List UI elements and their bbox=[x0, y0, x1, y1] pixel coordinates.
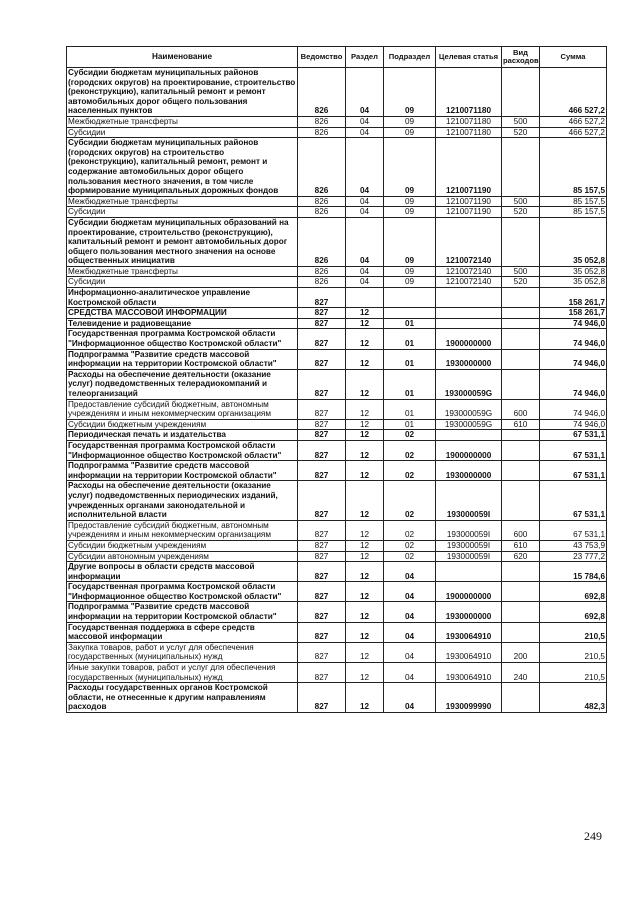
cell-celevaya-statya: 193000059G bbox=[436, 369, 502, 399]
cell-summa: 85 157,5 bbox=[540, 138, 607, 197]
cell-celevaya-statya: 1930064910 bbox=[436, 642, 502, 662]
cell-podrazdel: 04 bbox=[384, 663, 436, 683]
cell-vedomstvo: 827 bbox=[298, 582, 346, 602]
cell-vedomstvo: 827 bbox=[298, 520, 346, 540]
cell-summa: 74 946,0 bbox=[540, 419, 607, 430]
cell-podrazdel: 09 bbox=[384, 207, 436, 218]
table-row bbox=[67, 551, 607, 562]
cell-celevaya-statya: 1210071190 bbox=[436, 207, 502, 218]
cell-vedomstvo: 826 bbox=[298, 138, 346, 197]
cell-razdel: 12 bbox=[346, 520, 384, 540]
cell-podrazdel: 09 bbox=[384, 138, 436, 197]
cell-vid-raskhodov: 520 bbox=[502, 127, 540, 138]
cell-razdel: 04 bbox=[346, 277, 384, 288]
cell-podrazdel: 04 bbox=[384, 642, 436, 662]
cell-vid-raskhodov bbox=[502, 329, 540, 349]
cell-celevaya-statya bbox=[436, 318, 502, 329]
cell-vid-raskhodov bbox=[502, 683, 540, 713]
table-row bbox=[67, 582, 607, 602]
cell-celevaya-statya: 193000059G bbox=[436, 419, 502, 430]
cell-celevaya-statya: 1930064910 bbox=[436, 663, 502, 683]
cell-podrazdel: 02 bbox=[384, 540, 436, 551]
cell-summa: 158 261,7 bbox=[540, 308, 607, 319]
table-row bbox=[67, 562, 607, 582]
cell-celevaya-statya bbox=[436, 288, 502, 308]
cell-podrazdel: 01 bbox=[384, 318, 436, 329]
cell-vedomstvo: 827 bbox=[298, 481, 346, 520]
cell-celevaya-statya: 1930000000 bbox=[436, 349, 502, 369]
cell-name: Информационно-аналитическое управление Костромской области bbox=[67, 288, 298, 308]
table-row bbox=[67, 540, 607, 551]
cell-razdel bbox=[346, 288, 384, 308]
cell-celevaya-statya: 193000059I bbox=[436, 520, 502, 540]
cell-podrazdel: 09 bbox=[384, 266, 436, 277]
cell-name: Государственная программа Костромской области "Информационное общество Костромской области" bbox=[67, 440, 298, 460]
cell-vedomstvo: 826 bbox=[298, 116, 346, 127]
cell-name: Субсидии bbox=[67, 277, 298, 288]
table-row bbox=[67, 369, 607, 399]
table-row bbox=[67, 127, 607, 138]
cell-vedomstvo: 826 bbox=[298, 196, 346, 207]
table-row bbox=[67, 277, 607, 288]
cell-summa: 67 531,1 bbox=[540, 481, 607, 520]
cell-name: Предоставление субсидий бюджетным, автономным учреждениям и иным некоммерческим организациям bbox=[67, 399, 298, 419]
header-vedomstvo: Ведомство bbox=[298, 47, 346, 68]
cell-vedomstvo: 827 bbox=[298, 622, 346, 642]
cell-podrazdel: 04 bbox=[384, 562, 436, 582]
cell-summa: 482,3 bbox=[540, 683, 607, 713]
cell-celevaya-statya: 193000059I bbox=[436, 481, 502, 520]
cell-vid-raskhodov bbox=[502, 602, 540, 622]
cell-razdel: 12 bbox=[346, 683, 384, 713]
cell-name: Предоставление субсидий бюджетным, автономным учреждениям и иным некоммерческим организациям bbox=[67, 520, 298, 540]
table-row bbox=[67, 116, 607, 127]
cell-name: Расходы на обеспечение деятельности (оказание услуг) подведомственных телерадиокомпаний и телеорганизаций bbox=[67, 369, 298, 399]
cell-podrazdel: 04 bbox=[384, 683, 436, 713]
cell-summa: 74 946,0 bbox=[540, 369, 607, 399]
cell-podrazdel: 01 bbox=[384, 399, 436, 419]
cell-celevaya-statya: 1210072140 bbox=[436, 277, 502, 288]
cell-vedomstvo: 827 bbox=[298, 308, 346, 319]
cell-name: Подпрограмма "Развитие средств массовой информации на территории Костромской области" bbox=[67, 602, 298, 622]
header-row bbox=[67, 47, 607, 68]
cell-name: Субсидии bbox=[67, 207, 298, 218]
cell-celevaya-statya: 1900000000 bbox=[436, 582, 502, 602]
header-razdel: Раздел bbox=[346, 47, 384, 68]
cell-vedomstvo: 827 bbox=[298, 461, 346, 481]
cell-vedomstvo: 826 bbox=[298, 207, 346, 218]
header-vid-raskhodov: Вид расходов bbox=[502, 47, 540, 68]
cell-celevaya-statya: 1210071180 bbox=[436, 68, 502, 117]
header-summa: Сумма bbox=[540, 47, 607, 68]
cell-summa: 15 784,6 bbox=[540, 562, 607, 582]
cell-name: Расходы государственных органов Костромской области, не отнесенные к другим направлениям расходов bbox=[67, 683, 298, 713]
cell-summa: 67 531,1 bbox=[540, 461, 607, 481]
cell-summa: 74 946,0 bbox=[540, 349, 607, 369]
cell-celevaya-statya: 193000059G bbox=[436, 399, 502, 419]
header-name: Наименование bbox=[67, 47, 298, 68]
cell-summa: 74 946,0 bbox=[540, 399, 607, 419]
cell-vedomstvo: 827 bbox=[298, 663, 346, 683]
cell-summa: 466 527,2 bbox=[540, 68, 607, 117]
cell-vedomstvo: 826 bbox=[298, 266, 346, 277]
cell-vid-raskhodov: 500 bbox=[502, 196, 540, 207]
cell-name: Субсидии bbox=[67, 127, 298, 138]
cell-summa: 85 157,5 bbox=[540, 207, 607, 218]
cell-podrazdel: 09 bbox=[384, 277, 436, 288]
cell-podrazdel: 02 bbox=[384, 430, 436, 441]
cell-celevaya-statya: 1210071180 bbox=[436, 127, 502, 138]
cell-razdel: 12 bbox=[346, 399, 384, 419]
cell-vid-raskhodov bbox=[502, 288, 540, 308]
cell-razdel: 12 bbox=[346, 602, 384, 622]
table-row bbox=[67, 329, 607, 349]
cell-summa: 210,5 bbox=[540, 622, 607, 642]
header-celevaya-statya: Целевая статья bbox=[436, 47, 502, 68]
table-row bbox=[67, 520, 607, 540]
cell-razdel: 12 bbox=[346, 349, 384, 369]
cell-celevaya-statya: 193000059I bbox=[436, 540, 502, 551]
cell-vid-raskhodov: 500 bbox=[502, 116, 540, 127]
cell-celevaya-statya: 1210071190 bbox=[436, 196, 502, 207]
cell-vid-raskhodov: 600 bbox=[502, 399, 540, 419]
cell-name: Расходы на обеспечение деятельности (оказание услуг) подведомственных периодических изданий, учрежденных органами законодательной и исполнительной власти bbox=[67, 481, 298, 520]
table-row bbox=[67, 266, 607, 277]
cell-celevaya-statya: 1930099990 bbox=[436, 683, 502, 713]
cell-razdel: 12 bbox=[346, 551, 384, 562]
cell-vid-raskhodov: 500 bbox=[502, 266, 540, 277]
cell-podrazdel: 01 bbox=[384, 369, 436, 399]
cell-vedomstvo: 827 bbox=[298, 349, 346, 369]
cell-podrazdel: 09 bbox=[384, 217, 436, 266]
cell-vid-raskhodov: 620 bbox=[502, 551, 540, 562]
cell-vedomstvo: 827 bbox=[298, 642, 346, 662]
cell-podrazdel: 09 bbox=[384, 116, 436, 127]
cell-summa: 23 777,2 bbox=[540, 551, 607, 562]
table-row bbox=[67, 642, 607, 662]
table-row bbox=[67, 308, 607, 319]
cell-vedomstvo: 827 bbox=[298, 318, 346, 329]
cell-vid-raskhodov bbox=[502, 481, 540, 520]
cell-name: Субсидии автономным учреждениям bbox=[67, 551, 298, 562]
cell-razdel: 04 bbox=[346, 68, 384, 117]
cell-vedomstvo: 827 bbox=[298, 602, 346, 622]
table-row bbox=[67, 217, 607, 266]
table-row bbox=[67, 419, 607, 430]
cell-summa: 85 157,5 bbox=[540, 196, 607, 207]
cell-celevaya-statya: 1210072140 bbox=[436, 217, 502, 266]
cell-vid-raskhodov bbox=[502, 308, 540, 319]
cell-vedomstvo: 827 bbox=[298, 419, 346, 430]
cell-name: Субсидии бюджетам муниципальных районов (городских округов) на строительство (реконструкцию), капитальный ремонт, ремонт и содержание автомобильных дорог общего пользования местного значения, в том числе формирование муниципальных дорожных фондов bbox=[67, 138, 298, 197]
cell-name: Телевидение и радиовещание bbox=[67, 318, 298, 329]
cell-summa: 74 946,0 bbox=[540, 329, 607, 349]
table-row bbox=[67, 399, 607, 419]
cell-vid-raskhodov: 520 bbox=[502, 277, 540, 288]
cell-celevaya-statya: 193000059I bbox=[436, 551, 502, 562]
cell-summa: 67 531,1 bbox=[540, 430, 607, 441]
table-row bbox=[67, 622, 607, 642]
cell-podrazdel: 09 bbox=[384, 68, 436, 117]
cell-vid-raskhodov bbox=[502, 440, 540, 460]
table-row bbox=[67, 318, 607, 329]
cell-name: Закупка товаров, работ и услуг для обеспечения государственных (муниципальных) нужд bbox=[67, 642, 298, 662]
table-row bbox=[67, 481, 607, 520]
cell-vedomstvo: 827 bbox=[298, 440, 346, 460]
cell-summa: 67 531,1 bbox=[540, 520, 607, 540]
cell-celevaya-statya: 1210071190 bbox=[436, 138, 502, 197]
cell-vedomstvo: 826 bbox=[298, 127, 346, 138]
cell-vedomstvo: 827 bbox=[298, 683, 346, 713]
table-row bbox=[67, 430, 607, 441]
cell-vid-raskhodov bbox=[502, 461, 540, 481]
cell-name: Субсидии бюджетам муниципальных образований на проектирование, строительство (реконструкцию), капитальный ремонт и ремонт автомобильных дорог общего пользования местного значения на основе общественных инициатив bbox=[67, 217, 298, 266]
cell-celevaya-statya bbox=[436, 308, 502, 319]
cell-razdel: 12 bbox=[346, 461, 384, 481]
cell-name: Межбюджетные трансферты bbox=[67, 266, 298, 277]
cell-vid-raskhodov: 520 bbox=[502, 207, 540, 218]
cell-summa: 43 753,9 bbox=[540, 540, 607, 551]
table-row bbox=[67, 196, 607, 207]
cell-vid-raskhodov bbox=[502, 369, 540, 399]
cell-podrazdel: 01 bbox=[384, 419, 436, 430]
cell-summa: 692,8 bbox=[540, 602, 607, 622]
cell-name: Государственная поддержка в сфере средств массовой информации bbox=[67, 622, 298, 642]
cell-celevaya-statya: 1900000000 bbox=[436, 329, 502, 349]
cell-summa: 158 261,7 bbox=[540, 288, 607, 308]
cell-summa: 466 527,2 bbox=[540, 127, 607, 138]
cell-razdel: 12 bbox=[346, 308, 384, 319]
cell-summa: 210,5 bbox=[540, 642, 607, 662]
cell-name: Субсидии бюджетам муниципальных районов (городских округов) на проектирование, строительство (реконструкцию), капитальный ремонт и ремонт автомобильных дорог общего пользования населенных пунктов bbox=[67, 68, 298, 117]
cell-vid-raskhodov bbox=[502, 217, 540, 266]
cell-razdel: 12 bbox=[346, 562, 384, 582]
cell-vid-raskhodov: 200 bbox=[502, 642, 540, 662]
cell-vid-raskhodov bbox=[502, 318, 540, 329]
cell-vedomstvo: 826 bbox=[298, 68, 346, 117]
cell-name: Субсидии бюджетным учреждениям bbox=[67, 419, 298, 430]
cell-celevaya-statya: 1210072140 bbox=[436, 266, 502, 277]
cell-summa: 692,8 bbox=[540, 582, 607, 602]
cell-celevaya-statya bbox=[436, 430, 502, 441]
cell-razdel: 12 bbox=[346, 481, 384, 520]
cell-podrazdel: 04 bbox=[384, 602, 436, 622]
cell-vedomstvo: 827 bbox=[298, 329, 346, 349]
cell-vid-raskhodov bbox=[502, 582, 540, 602]
table-row bbox=[67, 207, 607, 218]
cell-razdel: 12 bbox=[346, 622, 384, 642]
cell-summa: 67 531,1 bbox=[540, 440, 607, 460]
cell-summa: 35 052,8 bbox=[540, 217, 607, 266]
cell-vid-raskhodov bbox=[502, 349, 540, 369]
cell-vedomstvo: 827 bbox=[298, 369, 346, 399]
cell-podrazdel: 04 bbox=[384, 622, 436, 642]
cell-razdel: 12 bbox=[346, 419, 384, 430]
cell-razdel: 04 bbox=[346, 138, 384, 197]
cell-vedomstvo: 827 bbox=[298, 430, 346, 441]
cell-razdel: 12 bbox=[346, 663, 384, 683]
cell-vid-raskhodov bbox=[502, 430, 540, 441]
cell-podrazdel: 02 bbox=[384, 551, 436, 562]
cell-name: Межбюджетные трансферты bbox=[67, 196, 298, 207]
cell-name: Государственная программа Костромской области "Информационное общество Костромской области" bbox=[67, 329, 298, 349]
cell-vid-raskhodov: 610 bbox=[502, 419, 540, 430]
cell-vid-raskhodov: 240 bbox=[502, 663, 540, 683]
cell-razdel: 04 bbox=[346, 196, 384, 207]
table-row bbox=[67, 440, 607, 460]
cell-summa: 74 946,0 bbox=[540, 318, 607, 329]
cell-summa: 210,5 bbox=[540, 663, 607, 683]
table-body bbox=[67, 68, 607, 713]
cell-podrazdel: 01 bbox=[384, 349, 436, 369]
cell-podrazdel: 02 bbox=[384, 481, 436, 520]
cell-razdel: 12 bbox=[346, 318, 384, 329]
cell-vedomstvo: 827 bbox=[298, 399, 346, 419]
cell-razdel: 04 bbox=[346, 116, 384, 127]
table-row bbox=[67, 461, 607, 481]
cell-celevaya-statya: 1210071180 bbox=[436, 116, 502, 127]
cell-podrazdel: 02 bbox=[384, 520, 436, 540]
cell-razdel: 04 bbox=[346, 217, 384, 266]
table-row bbox=[67, 683, 607, 713]
cell-name: СРЕДСТВА МАССОВОЙ ИНФОРМАЦИИ bbox=[67, 308, 298, 319]
cell-vid-raskhodov bbox=[502, 562, 540, 582]
cell-celevaya-statya bbox=[436, 562, 502, 582]
table-row bbox=[67, 138, 607, 197]
cell-podrazdel: 02 bbox=[384, 440, 436, 460]
cell-podrazdel: 01 bbox=[384, 329, 436, 349]
cell-vid-raskhodov: 600 bbox=[502, 520, 540, 540]
cell-razdel: 04 bbox=[346, 127, 384, 138]
cell-podrazdel: 09 bbox=[384, 127, 436, 138]
cell-vid-raskhodov: 610 bbox=[502, 540, 540, 551]
cell-name: Межбюджетные трансферты bbox=[67, 116, 298, 127]
cell-name: Периодическая печать и издательства bbox=[67, 430, 298, 441]
cell-vedomstvo: 827 bbox=[298, 562, 346, 582]
cell-name: Подпрограмма "Развитие средств массовой информации на территории Костромской области" bbox=[67, 461, 298, 481]
page-number: 249 bbox=[584, 829, 602, 843]
cell-podrazdel bbox=[384, 308, 436, 319]
cell-summa: 466 527,2 bbox=[540, 116, 607, 127]
cell-celevaya-statya: 1900000000 bbox=[436, 440, 502, 460]
cell-podrazdel bbox=[384, 288, 436, 308]
cell-razdel: 04 bbox=[346, 207, 384, 218]
cell-razdel: 12 bbox=[346, 540, 384, 551]
cell-vedomstvo: 827 bbox=[298, 551, 346, 562]
cell-podrazdel: 04 bbox=[384, 582, 436, 602]
table-row bbox=[67, 663, 607, 683]
cell-vid-raskhodov bbox=[502, 622, 540, 642]
cell-celevaya-statya: 1930000000 bbox=[436, 602, 502, 622]
cell-name: Государственная программа Костромской области "Информационное общество Костромской области" bbox=[67, 582, 298, 602]
table-row bbox=[67, 68, 607, 117]
cell-summa: 35 052,8 bbox=[540, 277, 607, 288]
cell-podrazdel: 09 bbox=[384, 196, 436, 207]
table-row bbox=[67, 288, 607, 308]
cell-summa: 35 052,8 bbox=[540, 266, 607, 277]
cell-razdel: 12 bbox=[346, 329, 384, 349]
cell-name: Субсидии бюджетным учреждениям bbox=[67, 540, 298, 551]
cell-name: Подпрограмма "Развитие средств массовой информации на территории Костромской области" bbox=[67, 349, 298, 369]
cell-vid-raskhodov bbox=[502, 68, 540, 117]
cell-vedomstvo: 827 bbox=[298, 540, 346, 551]
cell-razdel: 12 bbox=[346, 440, 384, 460]
cell-vid-raskhodov bbox=[502, 138, 540, 197]
budget-table bbox=[66, 46, 607, 713]
cell-podrazdel: 02 bbox=[384, 461, 436, 481]
cell-celevaya-statya: 1930064910 bbox=[436, 622, 502, 642]
table-row bbox=[67, 349, 607, 369]
header-podrazdel: Подраздел bbox=[384, 47, 436, 68]
cell-name: Другие вопросы в области средств массовой информации bbox=[67, 562, 298, 582]
cell-razdel: 12 bbox=[346, 369, 384, 399]
table-row bbox=[67, 602, 607, 622]
cell-razdel: 12 bbox=[346, 582, 384, 602]
cell-razdel: 12 bbox=[346, 642, 384, 662]
cell-razdel: 12 bbox=[346, 430, 384, 441]
cell-celevaya-statya: 1930000000 bbox=[436, 461, 502, 481]
cell-razdel: 04 bbox=[346, 266, 384, 277]
cell-name: Иные закупки товаров, работ и услуг для обеспечения государственных (муниципальных) нужд bbox=[67, 663, 298, 683]
cell-vedomstvo: 826 bbox=[298, 277, 346, 288]
cell-vedomstvo: 826 bbox=[298, 217, 346, 266]
cell-vedomstvo: 827 bbox=[298, 288, 346, 308]
